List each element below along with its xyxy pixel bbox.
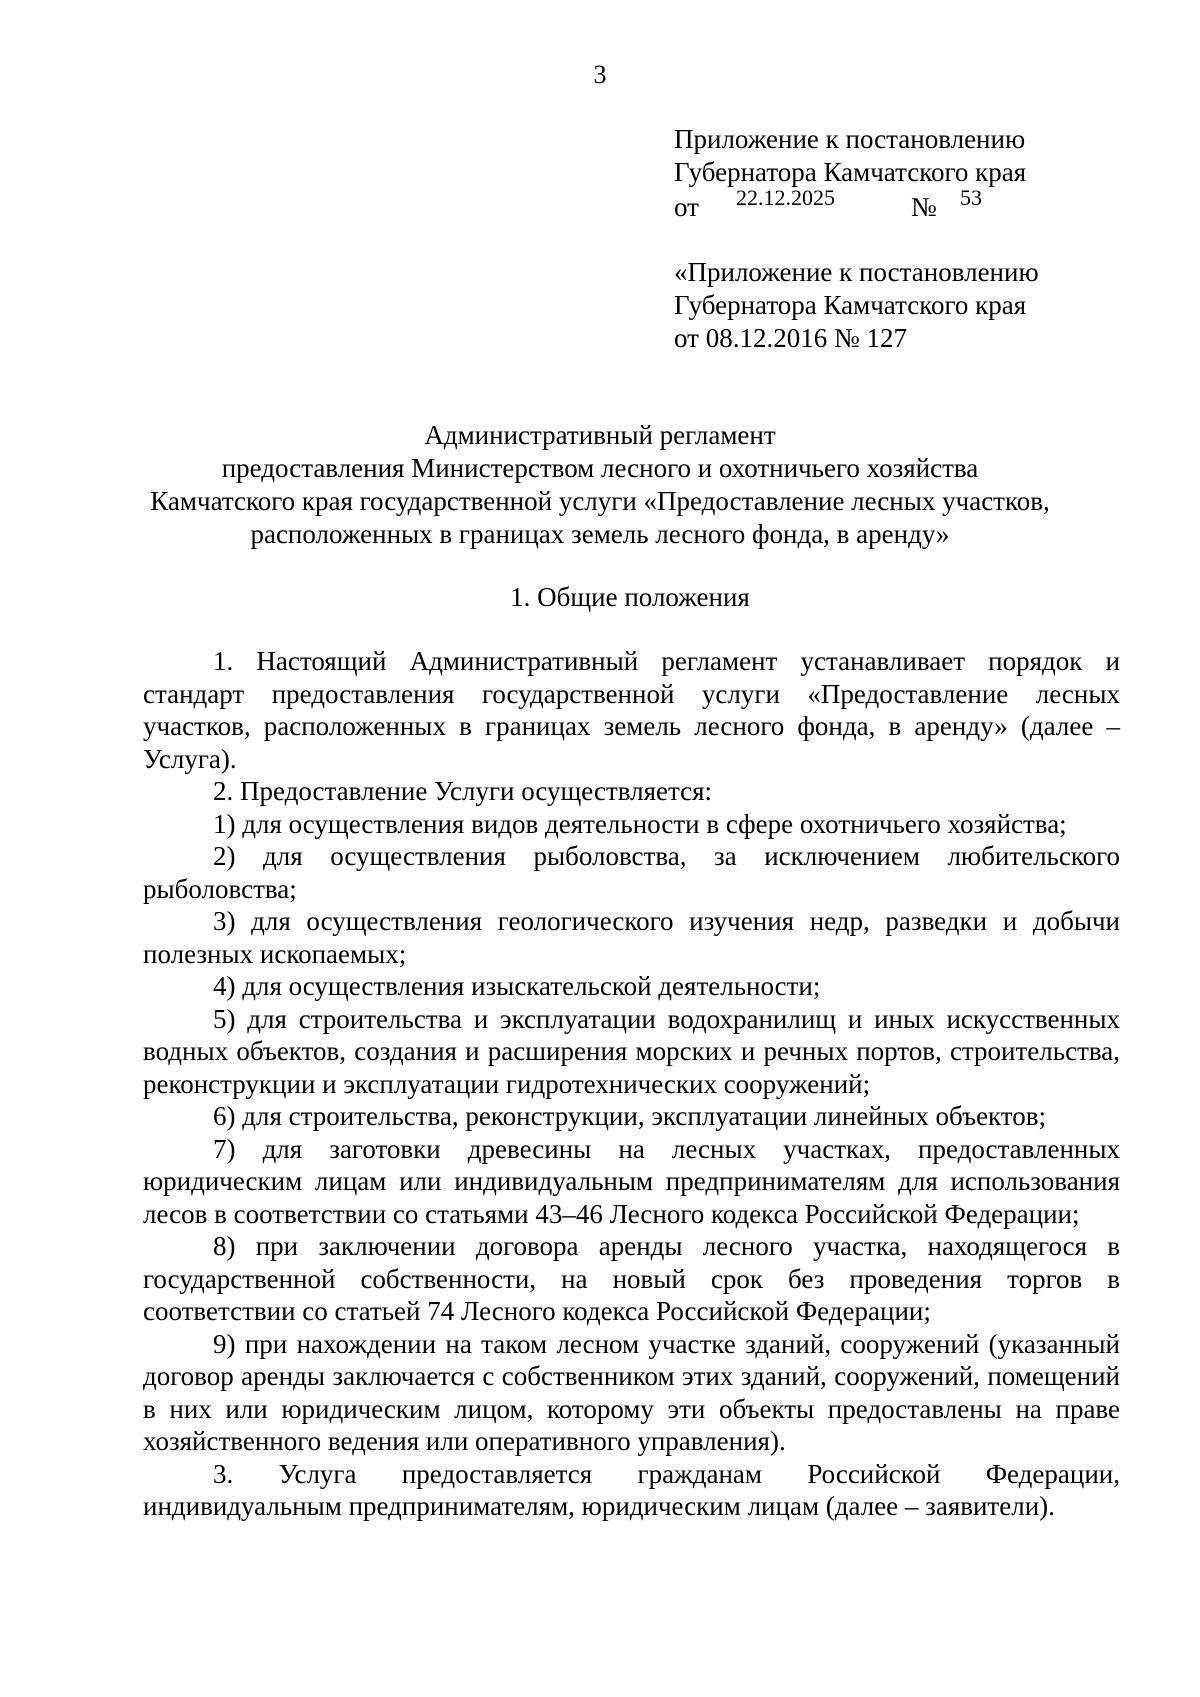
- document-body: [143, 645, 1120, 1523]
- page-number: 3: [593, 60, 607, 89]
- list-item: 6) для строительства, реконструкции, эксплуатации линейных объектов;: [213, 1101, 1047, 1131]
- title-line: Административный регламент: [424, 420, 776, 450]
- appendix-line: от 08.12.2016 № 127: [674, 323, 907, 353]
- from-label: от: [674, 192, 699, 222]
- paragraph: 3. Услуга предоставляется гражданам Российской Федерации, индивидуальным предпринимателям, юридическим лицам (далее – заявители).: [143, 1458, 1120, 1521]
- list-item: 8) при заключении договора аренды лесного участка, находящегося в государственной собственности, на новый срок без проведения торгов в соответствии со статьей 74 Лесного кодекса Российской Федерации;: [143, 1231, 1120, 1326]
- paragraph: 1. Настоящий Административный регламент устанавливает порядок и стандарт предоставления государственной услуги «Предоставление лесных участков, расположенных в границах земель лесного фонда, в аренду» (далее – Услуга).: [143, 646, 1120, 774]
- list-item: 9) при нахождении на таком лесном участке зданий, сооружений (указанный договор аренды заключается с собственником этих зданий, сооружений, помещений в них или юридическим лицом, которому эти объекты предоставлены на праве хозяйственного ведения или оперативного управления).: [143, 1328, 1120, 1456]
- appendix-date-line: [674, 185, 1026, 222]
- title-line: Камчатского края государственной услуги «Предоставление лесных участков,: [150, 486, 1050, 516]
- list-item: 5) для строительства и эксплуатации водохранилищ и иных искусственных водных объектов, создания и расширения морских и речных портов, строительства, реконструкции и эксплуатации гидротехнических сооружений;: [143, 1003, 1120, 1099]
- list-item: 4) для осуществления изыскательской деятельности;: [213, 971, 821, 1001]
- appendix-line: Губернатора Камчатского края: [674, 157, 1027, 187]
- resolution-date: 22.12.2025: [736, 185, 835, 210]
- title-line: предоставления Министерством лесного и охотничьего хозяйства: [221, 453, 979, 483]
- appendix-header-old: [674, 256, 1039, 355]
- appendix-line: Губернатора Камчатского края: [674, 290, 1027, 320]
- list-item: 7) для заготовки древесины на лесных участках, предоставленных юридическим лицам или индивидуальным предпринимателям для использования лесов в соответствии со статьями 43–46 Лесного кодекса Российской Федерации;: [143, 1133, 1120, 1229]
- paragraph: 2. Предоставление Услуги осуществляется:: [213, 776, 713, 806]
- appendix-header-new: [674, 123, 1026, 222]
- appendix-line: «Приложение к постановлению: [674, 257, 1039, 287]
- number-sign: №: [911, 192, 937, 222]
- appendix-line: Приложение к постановлению: [674, 124, 1026, 154]
- title-line: расположенных в границах земель лесного фонда, в аренду»: [250, 519, 950, 549]
- list-item: 1) для осуществления видов деятельности в сфере охотничьего хозяйства;: [213, 808, 1067, 839]
- document-title: [130, 419, 1070, 551]
- list-item: 2) для осуществления рыболовства, за исключением любительского рыболовства;: [143, 841, 1120, 904]
- section-heading: 1. Общие положения: [510, 582, 750, 612]
- resolution-number: 53: [960, 185, 982, 210]
- list-item: 3) для осуществления геологического изучения недр, разведки и добычи полезных ископаемых;: [143, 906, 1120, 969]
